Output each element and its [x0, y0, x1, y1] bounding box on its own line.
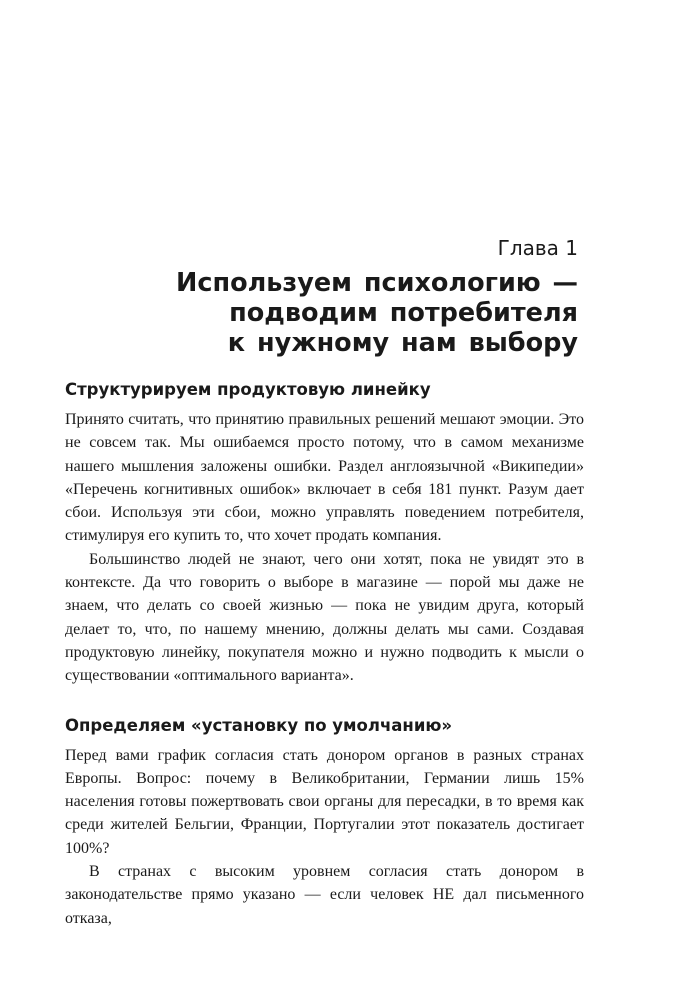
paragraph: Принято считать, что принятию правильных решений мешают эмоции. Это не совсем так. Мы ошибаемся просто потому, что в самом механизме нашего мышления заложены ошибки. Раздел англоязычной «Википедии» «Перечень когнитивных ошибок» включает в себя 181 пункт. Разум дает сбои. Используя эти сбои, можно управлять поведением потребителя, стимулируя его купить то, что хочет продать компания.	[65, 411, 584, 545]
section-heading: Структурируем продуктовую линейку	[65, 380, 431, 399]
chapter-title-line: подводим потребителя	[229, 298, 578, 328]
chapter-label: Глава 1	[497, 236, 578, 260]
chapter-title-line: к нужному нам выбору	[227, 328, 578, 358]
chapter-title-line: Используем психологию —	[176, 268, 578, 298]
section-heading: Определяем «установку по умолчанию»	[65, 715, 453, 735]
paragraph: Большинство людей не знают, чего они хотят, пока не увидят это в контексте. Да что говорить о выборе в магазине — порой мы даже не знаем, что делать со своей жизнью — пока не увидим друга, который делает то, что, по нашему мнению, должны делать мы сами. Создавая продуктовую линейку, покупателя можно и нужно подводить к мысли о существовании «оптимального варианта».	[65, 550, 584, 685]
paragraph: В странах с высоким уровнем согласия стать донором в законодательстве прямо указано — если человек НЕ дал письменного отказа,	[65, 863, 584, 927]
chapter-header	[176, 234, 578, 358]
paragraph: Перед вами график согласия стать донором органов в разных странах Европы. Вопрос: почему в Великобритании, Германии лишь 15% населения готовы пожертвовать свои органы для пересадки, в то время как среди жителей Бельгии, Франции, Португалии этот показатель достигает 100%?	[65, 746, 584, 857]
chapter-title	[176, 268, 578, 358]
body-text	[65, 378, 584, 930]
